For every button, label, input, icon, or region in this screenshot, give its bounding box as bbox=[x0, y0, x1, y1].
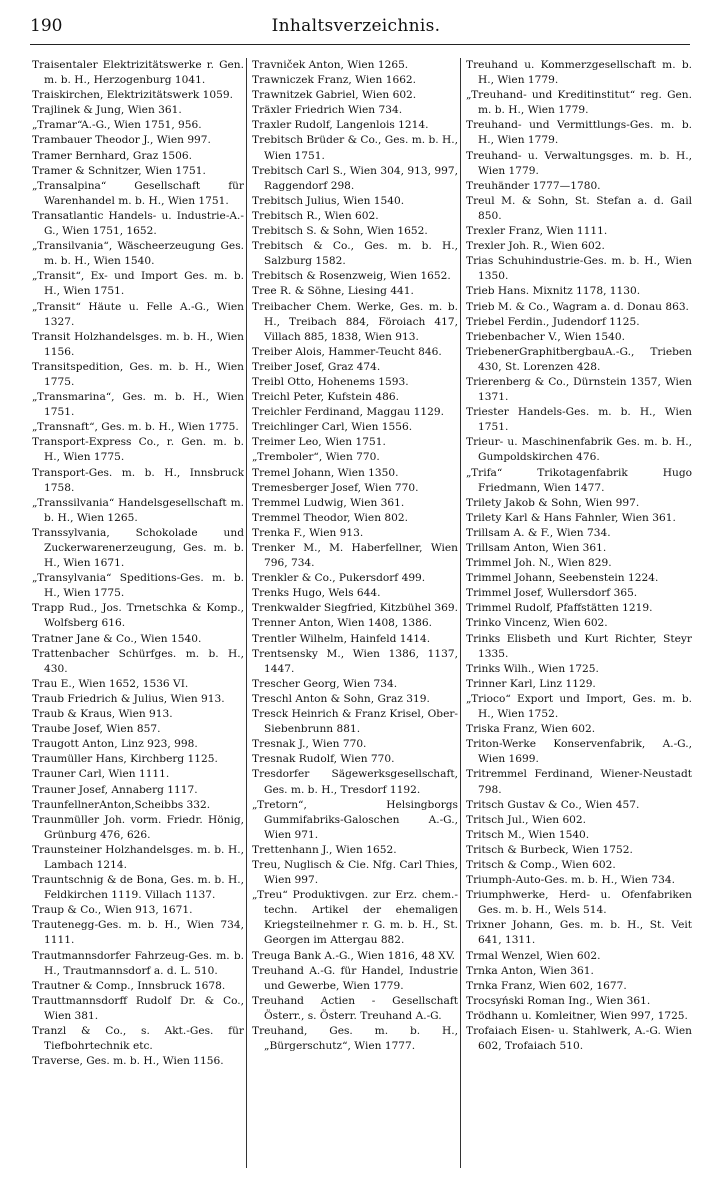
index-entry: Trieb M. & Co., Wagram a. d. Donau 863. bbox=[466, 300, 689, 313]
index-column-1 bbox=[32, 58, 244, 1178]
index-entry: Trenker M., M. Haberfellner, Wien 796, 734. bbox=[252, 542, 458, 570]
index-entry: Treimer Leo, Wien 1751. bbox=[252, 436, 386, 449]
column-divider bbox=[246, 58, 247, 1168]
index-entry: Treuhänder 1777—1780. bbox=[466, 179, 601, 192]
index-entry: Trautenegg-Ges. m. b. H., Wien 734, 1111. bbox=[32, 919, 244, 947]
page-number: 190 bbox=[30, 16, 63, 36]
index-entry: Trebitsch & Rosenzweig, Wien 1652. bbox=[252, 270, 451, 283]
index-entry: „Tramar“A.-G., Wien 1751, 956. bbox=[32, 119, 202, 132]
index-entry: Trinks Wilh., Wien 1725. bbox=[466, 662, 599, 675]
index-entry: Treschl Anton & Sohn, Graz 319. bbox=[252, 692, 430, 705]
index-entry: Tresnak Rudolf, Wien 770. bbox=[252, 753, 395, 766]
index-entry: Transitspedition, Ges. m. b. H., Wien 1775. bbox=[32, 360, 244, 388]
index-entry: Trauttmannsdorff Rudolf Dr. & Co., Wien 381. bbox=[32, 994, 244, 1022]
index-entry: Trilety Karl & Hans Fahnler, Wien 361. bbox=[466, 511, 676, 524]
index-entry: Trillsam A. & F., Wien 734. bbox=[466, 526, 611, 539]
index-entry: Transit Holzhandelsges. m. b. H., Wien 1156. bbox=[32, 330, 244, 358]
index-entry: Trmal Wenzel, Wien 602. bbox=[466, 949, 601, 962]
index-entry: Traisentaler Elektrizitätswerke r. Gen. m. b. H., Herzogenburg 1041. bbox=[32, 59, 244, 87]
index-entry: Trilety Jakob & Sohn, Wien 997. bbox=[466, 496, 640, 509]
index-entry: Treibl Otto, Hohenems 1593. bbox=[252, 375, 409, 388]
index-entry: Triebenbacher V., Wien 1540. bbox=[466, 330, 625, 343]
index-entry: Trixner Johann, Ges. m. b. H., St. Veit 641, 1311. bbox=[466, 919, 692, 947]
page-header bbox=[0, 10, 712, 42]
index-entry: „Transylvania“ Speditions-Ges. m. b. H., Wien 1775. bbox=[32, 572, 244, 600]
index-entry: Treuhand Actien - Gesellschaft Österr., s. Österr. Treuhand A.-G. bbox=[252, 994, 458, 1022]
index-entry: Traugott Anton, Linz 923, 998. bbox=[32, 738, 198, 751]
index-entry: Trimmel Joh. N., Wien 829. bbox=[466, 557, 612, 570]
index-entry: Trexler Joh. R., Wien 602. bbox=[466, 240, 605, 253]
index-entry: „Treuhand- und Kreditinstitut“ reg. Gen. m. b. H., Wien 1779. bbox=[466, 89, 692, 117]
index-entry: TraunfellnerAnton,Scheibbs 332. bbox=[32, 798, 211, 811]
index-entry: Trenkler & Co., Pukersdorf 499. bbox=[252, 572, 426, 585]
index-entry: Treiber Alois, Hammer-Teucht 846. bbox=[252, 345, 442, 358]
index-entry: Trapp Rud., Jos. Trnetschka & Komp., Wolfsberg 616. bbox=[32, 602, 244, 630]
index-entry: Treichlinger Carl, Wien 1556. bbox=[252, 421, 413, 434]
column-divider bbox=[460, 58, 461, 1168]
index-entry: Triumph-Auto-Ges. m. b. H., Wien 734. bbox=[466, 874, 675, 887]
index-entry: Treuhand u. Kommerzgesellschaft m. b. H., Wien 1779. bbox=[466, 59, 692, 87]
index-entry: Travniček Anton, Wien 1265. bbox=[252, 59, 409, 71]
index-entry: Trinko Vincenz, Wien 602. bbox=[466, 617, 608, 630]
index-entry: Treuhand A.-G. für Handel, Industrie und Gewerbe, Wien 1779. bbox=[252, 964, 458, 992]
index-entry: Tritsch Gustav & Co., Wien 457. bbox=[466, 798, 640, 811]
index-entry: Treu, Nuglisch & Cie. Nfg. Carl Thies, Wien 997. bbox=[252, 858, 458, 887]
index-entry: Trescher Georg, Wien 734. bbox=[252, 677, 398, 690]
index-entry: Tritsch M., Wien 1540. bbox=[466, 828, 590, 841]
index-entry: Trau E., Wien 1652, 1536 VI. bbox=[32, 677, 189, 690]
index-entry: „Trifa“ Trikotagenfabrik Hugo Friedmann, Wien 1477. bbox=[466, 466, 692, 494]
index-entry: Treichler Ferdinand, Maggau 1129. bbox=[252, 406, 444, 419]
index-entry: „Tretorn“, Helsingborgs Gummifabriks-Galoschen A.-G., Wien 971. bbox=[252, 798, 458, 841]
index-entry: Trebitsch & Co., Ges. m. b. H., Salzburg 1582. bbox=[252, 240, 458, 268]
index-entry: Tremmel Theodor, Wien 802. bbox=[252, 511, 408, 524]
index-entry: Trebitsch Brüder & Co., Ges. m. b. H., Wien 1751. bbox=[252, 134, 458, 162]
index-entry: Tramer & Schnitzer, Wien 1751. bbox=[32, 164, 206, 177]
index-entry: TriebenerGraphitbergbauA.-G., Trieben 430, St. Lorenzen 428. bbox=[466, 345, 692, 373]
index-entry: Treiber Josef, Graz 474. bbox=[252, 360, 381, 373]
index-entry: Trebitsch R., Wien 602. bbox=[252, 209, 379, 222]
index-entry: Trimmel Johann, Seebenstein 1224. bbox=[466, 572, 659, 585]
index-entry: Traub Friedrich & Julius, Wien 913. bbox=[32, 692, 225, 705]
index-entry: Treuga Bank A.-G., Wien 1816, 48 XV. bbox=[252, 949, 455, 962]
index-entry: Tresnak J., Wien 770. bbox=[252, 738, 367, 751]
index-entry: Triska Franz, Wien 602. bbox=[466, 723, 596, 736]
index-entry: Trebitsch S. & Sohn, Wien 1652. bbox=[252, 225, 428, 238]
index-entry: Tritsch & Burbeck, Wien 1752. bbox=[466, 843, 633, 856]
page-title: Inhaltsverzeichnis. bbox=[271, 16, 441, 36]
index-entry: Tritsch Jul., Wien 602. bbox=[466, 813, 587, 826]
index-entry: Trocsyński Roman Ing., Wien 361. bbox=[466, 994, 651, 1007]
index-entry: Trajlinek & Jung, Wien 361. bbox=[32, 104, 182, 117]
index-entry: Trentler Wilhelm, Hainfeld 1414. bbox=[252, 632, 431, 645]
index-entry: Trnka Franz, Wien 602, 1677. bbox=[466, 979, 627, 992]
index-entry: Tramer Bernhard, Graz 1506. bbox=[32, 149, 192, 162]
index-entry: „Transmarina“, Ges. m. b. H., Wien 1751. bbox=[32, 391, 244, 419]
index-entry: „Transit“ Häute u. Felle A.-G., Wien 1327. bbox=[32, 300, 244, 328]
index-entry: Trias Schuhindustrie-Ges. m. b. H., Wien 1350. bbox=[466, 255, 692, 283]
index-entry: Tremmel Ludwig, Wien 361. bbox=[252, 496, 405, 509]
index-entry: Trawnitzek Gabriel, Wien 602. bbox=[252, 89, 417, 102]
index-entry: Trimmel Josef, Wullersdorf 365. bbox=[466, 587, 638, 600]
index-entry: „Transsilvania“ Handelsgesellschaft m. b. H., Wien 1265. bbox=[32, 496, 244, 524]
index-entry: „Trioco“ Export und Import, Ges. m. b. H., Wien 1752. bbox=[466, 692, 692, 721]
index-entry: Treuhand- u. Verwaltungsges. m. b. H., Wien 1779. bbox=[466, 149, 692, 177]
index-entry: Treul M. & Sohn, St. Stefan a. d. Gail 850. bbox=[466, 194, 692, 222]
index-entry: Trauntschnig & de Bona, Ges. m. b. H., Feldkirchen 1119. Villach 1137. bbox=[32, 874, 244, 902]
index-entry: Tritremmel Ferdinand, Wiener-Neustadt 798. bbox=[466, 768, 692, 796]
index-entry: Trenner Anton, Wien 1408, 1386. bbox=[252, 617, 432, 630]
index-entry: Trautner & Comp., Innsbruck 1678. bbox=[32, 979, 226, 992]
index-entry: Transport-Ges. m. b. H., Innsbruck 1758. bbox=[32, 466, 244, 494]
index-entry: Triebel Ferdin., Judendorf 1125. bbox=[466, 315, 640, 328]
index-entry: Treuhand- und Vermittlungs-Ges. m. b. H., Wien 1779. bbox=[466, 119, 692, 147]
index-entry: Tresck Heinrich & Franz Krisel, Ober-Siebenbrunn 881. bbox=[252, 708, 458, 736]
index-column-2 bbox=[252, 58, 458, 1178]
index-entry: „Treu“ Produktivgen. zur Erz. chem.-techn. Artikel der ehemaligen Kriegsteilnehmer r. G. m. b. H., St. Georgen im Attergau 882. bbox=[252, 889, 458, 947]
index-entry: Traverse, Ges. m. b. H., Wien 1156. bbox=[32, 1055, 224, 1068]
index-entry: Traumüller Hans, Kirchberg 1125. bbox=[32, 753, 218, 766]
index-entry: Trimmel Rudolf, Pfaffstätten 1219. bbox=[466, 602, 653, 615]
index-entry: Trinks Elisbeth und Kurt Richter, Steyr 1335. bbox=[466, 632, 692, 660]
index-entry: Trebitsch Julius, Wien 1540. bbox=[252, 194, 405, 207]
index-entry: Traup & Co., Wien 913, 1671. bbox=[32, 904, 193, 917]
index-entry: Traunsteiner Holzhandelsges. m. b. H., Lambach 1214. bbox=[32, 843, 244, 871]
index-entry: Träxler Friedrich Wien 734. bbox=[252, 104, 403, 117]
index-entry: „Tremboler“, Wien 770. bbox=[252, 451, 380, 464]
index-entry: Trinner Karl, Linz 1129. bbox=[466, 677, 596, 690]
index-entry: Trierenberg & Co., Dürnstein 1357, Wien 1371. bbox=[466, 375, 692, 404]
index-entry: Tritsch & Comp., Wien 602. bbox=[466, 858, 616, 871]
index-entry: Transatlantic Handels- u. Industrie-A.-G., Wien 1751, 1652. bbox=[32, 209, 244, 238]
index-entry: Tranzl & Co., s. Akt.-Ges. für Tiefbohrtechnik etc. bbox=[32, 1025, 244, 1053]
index-entry: Tree R. & Söhne, Liesing 441. bbox=[252, 285, 414, 298]
index-entry: Trexler Franz, Wien 1111. bbox=[466, 225, 608, 238]
index-entry: Traub & Kraus, Wien 913. bbox=[32, 708, 173, 721]
index-entry: Transsylvania, Schokolade und Zuckerwarenerzeugung, Ges. m. b. H., Wien 1671. bbox=[32, 526, 244, 570]
index-entry: Triumphwerke, Herd- u. Ofenfabriken Ges. m. b. H., Wels 514. bbox=[466, 889, 692, 917]
index-entry: Traube Josef, Wien 857. bbox=[32, 723, 161, 736]
index-entry: Treichl Peter, Kufstein 486. bbox=[252, 391, 399, 404]
index-entry: Trebitsch Carl S., Wien 304, 913, 997, Raggendorf 298. bbox=[252, 164, 458, 192]
index-entry: Treuhand, Ges. m. b. H., „Bürgerschutz“, Wien 1777. bbox=[252, 1025, 458, 1053]
index-entry: Trenks Hugo, Wels 644. bbox=[252, 587, 381, 600]
index-entry: Trieur- u. Maschinenfabrik Ges. m. b. H., Gumpoldskirchen 476. bbox=[466, 436, 692, 464]
index-entry: Treibacher Chem. Werke, Ges. m. b. H., Treibach 884, Föroiach 417, Villach 885, 1838, Wien 913. bbox=[252, 300, 458, 343]
index-entry: Traxler Rudolf, Langenlois 1214. bbox=[252, 119, 429, 132]
index-entry: Trattenbacher Schürfges. m. b. H., 430. bbox=[32, 647, 244, 675]
index-entry: Tremel Johann, Wien 1350. bbox=[252, 466, 399, 479]
index-entry: Traunmüller Joh. vorm. Friedr. Hönig, Grünburg 476, 626. bbox=[32, 813, 244, 841]
index-entry: Tresdorfer Sägewerksgesellschaft, Ges. m. b. H., Tresdorf 1192. bbox=[252, 768, 458, 796]
index-entry: Trettenhann J., Wien 1652. bbox=[252, 843, 397, 856]
index-entry: Trödhann u. Komleitner, Wien 997, 1725. bbox=[466, 1009, 688, 1022]
index-entry: Transport-Express Co., r. Gen. m. b. H., Wien 1775. bbox=[32, 436, 244, 464]
index-column-3 bbox=[466, 58, 692, 1178]
index-entry: Trauner Carl, Wien 1111. bbox=[32, 768, 170, 781]
index-entry: „Transnaft“, Ges. m. b. H., Wien 1775. bbox=[32, 421, 239, 434]
index-entry: Trenka F., Wien 913. bbox=[252, 526, 364, 539]
index-entry: Trentsensky M., Wien 1386, 1137, 1447. bbox=[252, 647, 458, 675]
index-entry: Tratner Jane & Co., Wien 1540. bbox=[32, 632, 202, 645]
index-entry: Trenkwalder Siegfried, Kitzbühel 369. bbox=[252, 602, 458, 615]
index-entry: Trofaiach Eisen- u. Stahlwerk, A.-G. Wien 602, Trofaiach 510. bbox=[466, 1025, 692, 1053]
index-entry: Traiskirchen, Elektrizitätswerk 1059. bbox=[32, 89, 233, 102]
index-entry: „Transilvania“, Wäscheerzeugung Ges. m. b. H., Wien 1540. bbox=[32, 240, 244, 268]
index-entry: Trnka Anton, Wien 361. bbox=[466, 964, 594, 977]
index-entry: Trieb Hans. Mixnitz 1178, 1130. bbox=[466, 285, 641, 298]
index-entry: „Transalpina“ Gesellschaft für Warenhandel m. b. H., Wien 1751. bbox=[32, 179, 244, 207]
index-entry: Trillsam Anton, Wien 361. bbox=[466, 542, 607, 554]
index-entry: Trawniczek Franz, Wien 1662. bbox=[252, 74, 417, 87]
index-entry: Trautmannsdorfer Fahrzeug-Ges. m. b. H., Trautmannsdorf a. d. L. 510. bbox=[32, 949, 244, 977]
index-entry: Tremesberger Josef, Wien 770. bbox=[252, 481, 419, 494]
index-entry: Triton-Werke Konservenfabrik, A.-G., Wien 1699. bbox=[466, 738, 692, 766]
index-entry: „Transit“, Ex- und Import Ges. m. b. H., Wien 1751. bbox=[32, 270, 244, 298]
index-entry: Trauner Josef, Annaberg 1117. bbox=[32, 783, 198, 796]
header-rule bbox=[30, 44, 690, 45]
index-entry: Triester Handels-Ges. m. b. H., Wien 1751. bbox=[466, 406, 692, 434]
index-entry: Trambauer Theodor J., Wien 997. bbox=[32, 134, 211, 147]
